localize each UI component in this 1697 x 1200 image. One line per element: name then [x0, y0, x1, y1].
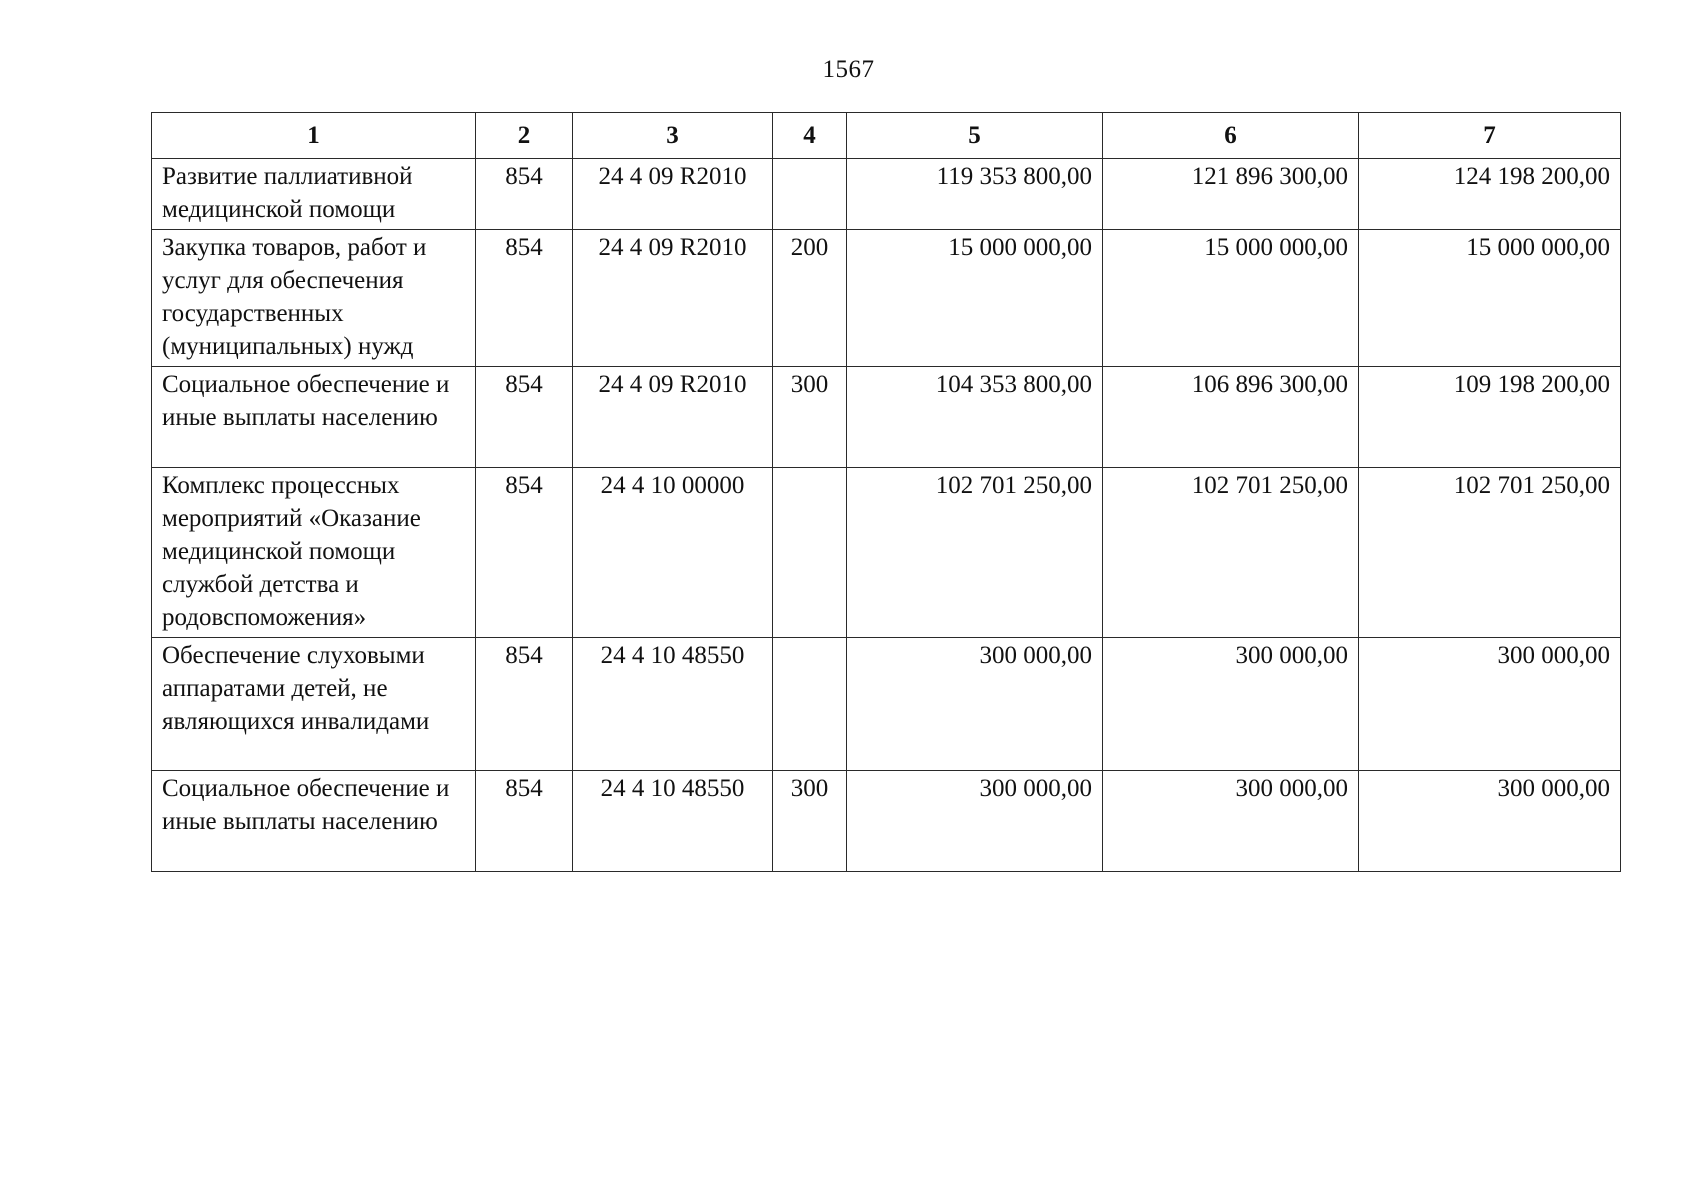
column-header: 7: [1359, 113, 1621, 159]
column-header: 4: [773, 113, 847, 159]
table-row: [152, 771, 1621, 872]
table-row: [152, 230, 1621, 367]
row-name: Закупка товаров, работ и услуг для обеспечения государственных (муниципальных) нужд: [152, 230, 476, 367]
row-name: Социальное обеспечение и иные выплаты населению: [152, 771, 476, 872]
amount-col-6: 300 000,00: [1103, 638, 1359, 771]
amount-col-7: 15 000 000,00: [1359, 230, 1621, 367]
row-name: Развитие паллиативной медицинской помощи: [152, 159, 476, 230]
ministry-code: 854: [476, 230, 573, 367]
amount-col-5: 15 000 000,00: [847, 230, 1103, 367]
amount-col-7: 109 198 200,00: [1359, 367, 1621, 468]
amount-col-5: 119 353 800,00: [847, 159, 1103, 230]
amount-col-5: 104 353 800,00: [847, 367, 1103, 468]
column-header: 6: [1103, 113, 1359, 159]
ministry-code: 854: [476, 159, 573, 230]
ministry-code: 854: [476, 638, 573, 771]
amount-col-6: 15 000 000,00: [1103, 230, 1359, 367]
expense-type-code: 300: [773, 771, 847, 872]
ministry-code: 854: [476, 367, 573, 468]
amount-col-5: 300 000,00: [847, 771, 1103, 872]
amount-col-7: 124 198 200,00: [1359, 159, 1621, 230]
row-name: Социальное обеспечение и иные выплаты населению: [152, 367, 476, 468]
target-article-code: 24 4 09 R2010: [573, 230, 773, 367]
target-article-code: 24 4 10 48550: [573, 638, 773, 771]
ministry-code: 854: [476, 771, 573, 872]
amount-col-6: 102 701 250,00: [1103, 468, 1359, 638]
target-article-code: 24 4 10 48550: [573, 771, 773, 872]
expense-type-code: [773, 638, 847, 771]
table-row: [152, 367, 1621, 468]
header-row: [152, 113, 1621, 159]
amount-col-6: 121 896 300,00: [1103, 159, 1359, 230]
table-row: [152, 159, 1621, 230]
amount-col-7: 300 000,00: [1359, 771, 1621, 872]
expense-type-code: 300: [773, 367, 847, 468]
page-number: 1567: [822, 56, 875, 83]
column-header: 5: [847, 113, 1103, 159]
column-header: 2: [476, 113, 573, 159]
column-header: 3: [573, 113, 773, 159]
expense-type-code: [773, 468, 847, 638]
target-article-code: 24 4 09 R2010: [573, 367, 773, 468]
amount-col-7: 300 000,00: [1359, 638, 1621, 771]
amount-col-5: 102 701 250,00: [847, 468, 1103, 638]
table-row: [152, 468, 1621, 638]
column-header: 1: [152, 113, 476, 159]
table-row: [152, 638, 1621, 771]
amount-col-7: 102 701 250,00: [1359, 468, 1621, 638]
amount-col-5: 300 000,00: [847, 638, 1103, 771]
ministry-code: 854: [476, 468, 573, 638]
row-name: Комплекс процессных мероприятий «Оказание медицинской помощи службой детства и родовспоможения»: [152, 468, 476, 638]
expense-type-code: [773, 159, 847, 230]
target-article-code: 24 4 10 00000: [573, 468, 773, 638]
amount-col-6: 300 000,00: [1103, 771, 1359, 872]
expense-type-code: 200: [773, 230, 847, 367]
target-article-code: 24 4 09 R2010: [573, 159, 773, 230]
budget-table: [151, 112, 1621, 872]
row-name: Обеспечение слуховыми аппаратами детей, не являющихся инвалидами: [152, 638, 476, 771]
amount-col-6: 106 896 300,00: [1103, 367, 1359, 468]
